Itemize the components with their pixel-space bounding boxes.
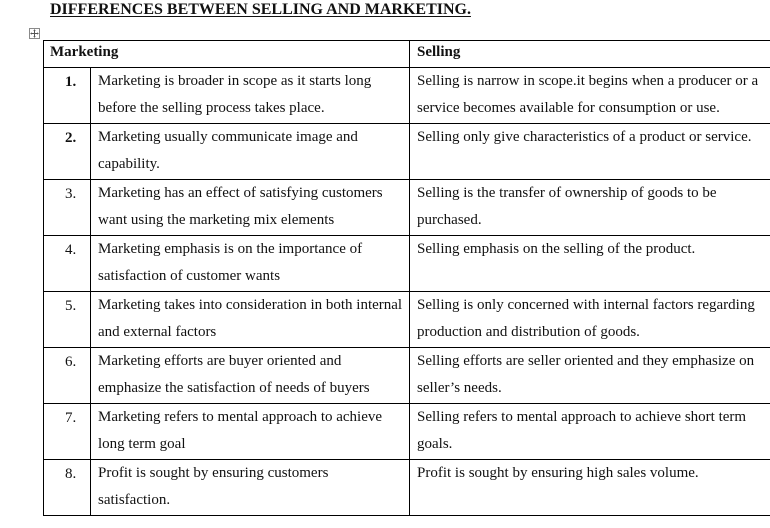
row-number: 2.	[65, 130, 77, 146]
marketing-cell: Marketing usually communicate image and capability.	[98, 129, 358, 172]
selling-cell: Selling efforts are seller oriented and they emphasize on seller’s needs.	[417, 353, 755, 396]
table-row	[44, 292, 770, 348]
table-header-row	[44, 41, 770, 68]
row-number: 8.	[65, 466, 77, 482]
marketing-cell: Marketing is broader in scope as it starts long before the selling process takes place.	[98, 73, 372, 116]
selling-cell: Selling emphasis on the selling of the product.	[417, 241, 696, 257]
header-selling: Selling	[410, 41, 770, 68]
table-row	[44, 124, 770, 180]
marketing-cell: Marketing efforts are buyer oriented and emphasize the satisfaction of needs of buyers	[98, 353, 370, 396]
comparison-table	[43, 40, 770, 516]
selling-cell: Selling refers to mental approach to achieve short term goals.	[417, 409, 747, 452]
table-row	[44, 348, 770, 404]
marketing-cell: Marketing takes into consideration in both internal and external factors	[98, 297, 403, 340]
selling-cell: Selling is the transfer of ownership of goods to be purchased.	[417, 185, 717, 228]
marketing-cell: Marketing has an effect of satisfying customers want using the marketing mix elements	[98, 185, 383, 228]
row-number: 3.	[65, 186, 77, 202]
table-move-handle-icon[interactable]	[29, 28, 40, 39]
header-marketing: Marketing	[44, 41, 410, 68]
row-number: 5.	[65, 298, 77, 314]
row-number: 4.	[65, 242, 77, 258]
row-number: 7.	[65, 410, 77, 426]
document-title: DIFFERENCES BETWEEN SELLING AND MARKETING.	[50, 1, 471, 18]
selling-cell: Selling is only concerned with internal factors regarding production and distribution of goods.	[417, 297, 755, 340]
table-row	[44, 180, 770, 236]
selling-cell: Profit is sought by ensuring high sales volume.	[417, 465, 699, 481]
table-row	[44, 460, 770, 516]
selling-cell: Selling only give characteristics of a product or service.	[417, 129, 752, 145]
selling-cell: Selling is narrow in scope.it begins when a producer or a service becomes available for consumption or use.	[417, 73, 759, 116]
table-row	[44, 404, 770, 460]
table-row	[44, 236, 770, 292]
marketing-cell: Marketing refers to mental approach to achieve long term goal	[98, 409, 383, 452]
row-number: 6.	[65, 354, 77, 370]
row-number: 1.	[65, 74, 77, 90]
marketing-cell: Marketing emphasis is on the importance of satisfaction of customer wants	[98, 241, 363, 284]
table-row	[44, 68, 770, 124]
marketing-cell: Profit is sought by ensuring customers satisfaction.	[98, 465, 329, 508]
